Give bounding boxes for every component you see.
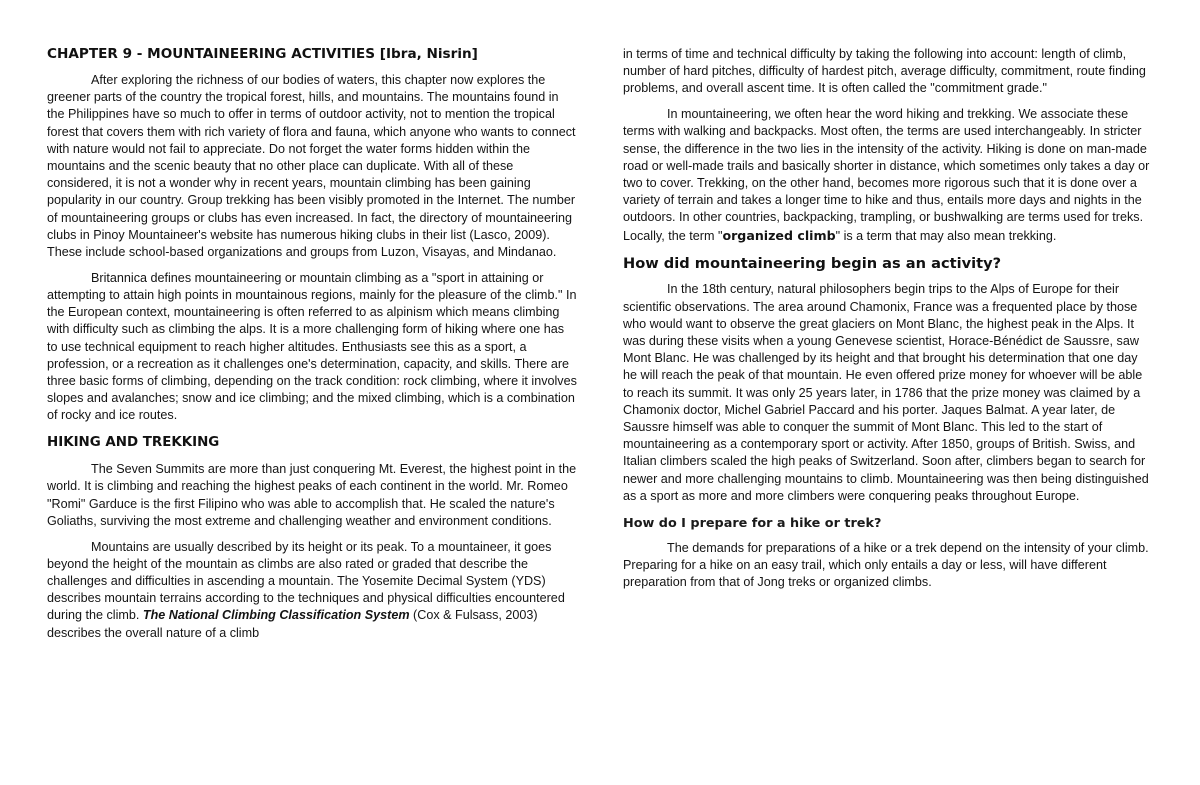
paragraph-seven-summits: The Seven Summits are more than just conquering Mt. Everest, the highest point in the world. It is climbing and reaching the highest peaks of each continent in the world. Mr. Romeo "Romi" Garduce is the first Filipino who was able to accomplish that. He scaled the nature's Goliaths, surviving the most extreme and challenging weather and environment conditions. xyxy=(47,462,577,528)
emphasis-ncc-system: The National Climbing Classification System xyxy=(142,608,410,623)
left-column xyxy=(47,44,577,650)
text-run: In mountaineering, we often hear the word hiking and trekking. We associate these terms with walking and backpacks. Most often, the terms are used interchangeably. In stricter sense, the difference in the two lies in the intensity of the activity. Hiking is done on man-made road or well-made trails and basically shorter in distance, which sometimes only takes a day or two to cover. Trekking, on the other hand, becomes more rigorous such that it is done over a variety of terrain and takes a longer time to hike and thus, entails more days and nights in the outdoors. In other countries, backpacking, trampling, or bushwalking are terms used for treks. Locally, the term " xyxy=(623,107,1150,243)
paragraph-commitment-grade: in terms of time and technical difficulty by taking the following into account: length of climb, number of hard pitches, difficulty of hardest pitch, average difficulty, commitment, route finding problems, and overall ascent time. It is often called the "commitment grade." xyxy=(623,47,1146,96)
paragraph-preparation: The demands for preparations of a hike or a trek depend on the intensity of your climb. Preparing for a hike on an easy trail, which only entails a day or less, will have different preparation from that of Jong treks or organized climbs. xyxy=(623,540,1149,590)
right-column xyxy=(623,46,1153,600)
paragraph-britannica: Britannica defines mountaineering or mountain climbing as a "sport in attaining or attempting to attain high points in mountainous regions, mainly for the pleasure of the climb." In the European context, mountaineering is often referred to as alpinism which means climbing with difficulty such as climbing the alps. It is a more challenging form of hiking where one has to use technical equipment to reach higher altitudes. Enthusiasts see this as a sport, a profession, or a recreation as it challenges one's determination, capacity, and skills. There are three basic forms of climbing, depending on the track condition: rock climbing, where it involves slopes and avalanches; snow and ice climbing; and the mixed climbing, which is a combination of rocky and ice routes. xyxy=(47,270,577,423)
text-run: " is a term that may also mean trekking. xyxy=(835,228,1057,243)
question-heading-history: How did mountaineering begin as an activity? xyxy=(623,255,1002,273)
paragraph-hiking-vs-trekking xyxy=(623,106,1153,245)
text-run: Mountains are usually described by its height or its peak. To a mountaineer, it goes beyond the height of the mountain as climbs are also rated or graded that describe the challenges and difficulties in ascending a mountain. The Yosemite Decimal System (YDS) describes mountain terrains according to the techniques and physical difficulties encountered during the climb. xyxy=(47,539,565,623)
paragraph-history: In the 18th century, natural philosophers begin trips to the Alps of Europe for their scientific observations. The area around Chamonix, France was a frequented place by those who would want to observe the great glaciers on Mont Blanc, the highest peak in the Alps. It was during these visits when a young Genevese scientist, Horace-Bénédict de Saussre, saw Mont Blanc. He was challenged by its height and that brought his determination that one day he will reach the peak of that mountain. He even offered prize money for whoever will be able to reach its summit. It was only 25 years later, in 1786 that the prize money was claimed by a Chamonix doctor, Michel Gabriel Paccard and his porter. Jaques Balmat. A year later, de Saussre himself was able to conquer the summit of Mont Blanc. This led to the start of mountaineering as a contemporary sport or activity. After 1850, groups of British. Swiss, and Italian climbers scaled the high peaks of Switzerland. Soon after, climbers began to search for newer and more challenging mountains to climb. Mountaineering was then being distinguished as a sport as more and more climbers were conquering peaks throughout Europe. xyxy=(623,282,1149,503)
sub-heading-preparation: How do I prepare for a hike or trek? xyxy=(623,515,882,531)
section-heading-hiking-trekking: HIKING AND TREKKING xyxy=(47,435,220,451)
paragraph-mountain-grading xyxy=(47,539,577,642)
bold-term-organized-climb: organized climb xyxy=(722,227,836,243)
paragraph-intro: After exploring the richness of our bodies of waters, this chapter now explores the greener parts of the country the tropical forest, hills, and mountains. The mountains found in the Philippines have so much to offer in terms of outdoor activity, not to mention the tropical forest that covers them with rich variety of flora and fauna, which anyone who wants to connect with nature would not fail to appreciate. Do not forget the water forms hidden within the mountains and the scenic beauty that no other place can duplicate. With all of these considered, it is not a wonder why in recent years, mountain climbing has been gaining popularity in our country. Group trekking has been visibly promoted in the Internet. The number of mountaineering groups or clubs has even increased. In fact, the directory of mountaineering clubs in Pinoy Mountaineer's website has numerous hiking clubs in their list (Lasco, 2009). These include school-based organizations and groups from Luzon, Visayas, and Mindanao. xyxy=(47,73,576,260)
text-run: (Cox & Fulsass, 2003) describes the overall nature of a climb xyxy=(47,608,538,640)
chapter-title: CHAPTER 9 - MOUNTAINEERING ACTIVITIES [Ibra, Nisrin] xyxy=(47,46,478,62)
